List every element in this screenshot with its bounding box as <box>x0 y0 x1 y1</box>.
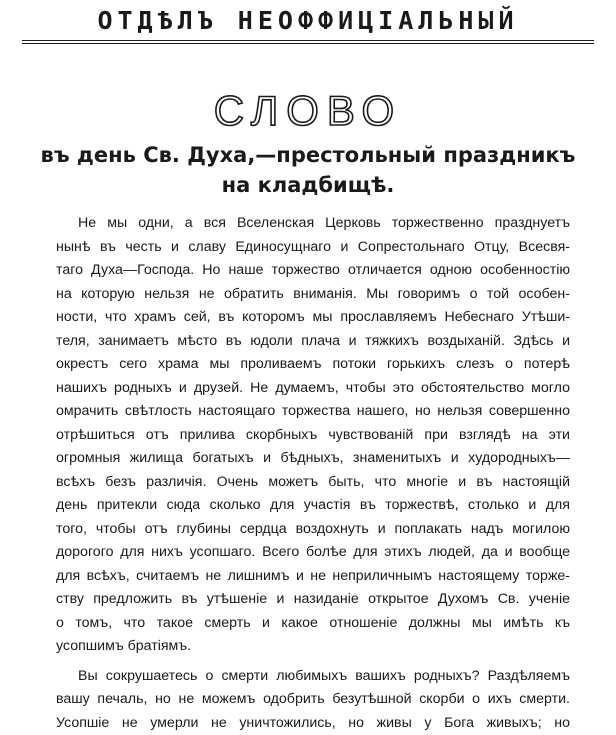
subtitle-line: въ день Св. Духа,—престольный праздникъ <box>30 140 586 170</box>
text-line: Усопшіе не умерли не уничтожились, но живы у Бога живыхъ; но <box>56 712 570 735</box>
text-line: ству предложить въ утѣшеніе и назиданіе открытое Духомъ Св. ученіе <box>56 588 570 612</box>
text-line: Вы сокрушаетесь о смерти любимыхъ вашихъ родныхъ? Раздѣляемъ <box>56 665 570 689</box>
text-line: омрачить свѣтлость настоящаго торжества нашего, но нельзя совершенно <box>56 400 570 424</box>
header-double-rule <box>22 40 594 44</box>
paragraph-1 <box>56 212 570 659</box>
subtitle-line: на кладбищѣ. <box>30 170 586 200</box>
article-body <box>56 212 570 735</box>
paragraph-2 <box>56 665 570 735</box>
text-line: того, чтобы отъ глубины сердца воздохнуть и поплакать надъ могилою <box>56 518 570 542</box>
article-title: СЛОВО <box>0 88 616 134</box>
text-line: ности, что храмъ сей, въ которомъ мы прославляемъ Небеснаго Утѣши- <box>56 306 570 330</box>
text-line: усопшимъ братіямъ. <box>56 635 570 659</box>
text-line: на которую нельзя не обратить вниманія. Мы говоримъ о той особен- <box>56 283 570 307</box>
section-header <box>22 6 594 44</box>
text-line: о томъ, что такое смерть и какое отношеніе должны мы имѣть къ <box>56 612 570 636</box>
text-line: отрѣшиться отъ прилива скорбныхъ чувствованій при взглядѣ на эти <box>56 424 570 448</box>
text-line: окрестъ сего храма мы проливаемъ потоки горькихъ слезъ о потерѣ <box>56 353 570 377</box>
text-line: день притекли сюда сколько для участія въ торжествѣ, столько и для <box>56 494 570 518</box>
article-subtitle <box>30 140 586 200</box>
text-line: дорогого для нихъ усопшаго. Всего болѣе для этихъ людей, да и вообще <box>56 541 570 565</box>
text-line: для всѣхъ, считаемъ не лишнимъ и не неприличнымъ настоящему торже- <box>56 565 570 589</box>
text-line: нашихъ родныхъ и друзей. Не думаемъ, чтобы это обстоятельство могло <box>56 377 570 401</box>
text-line: вашу печаль, но не можемъ одобрить безутѣшной скорби о ихъ смерти. <box>56 688 570 712</box>
text-line: огромныя жилища богатыхъ и бѣдныхъ, знаменитыхъ и худородныхъ— <box>56 447 570 471</box>
text-line: таго Духа—Господа. Но наше торжество отличается одною особенностію <box>56 259 570 283</box>
text-line: всѣхъ безъ различія. Очень можетъ быть, что многіе и въ настоящій <box>56 471 570 495</box>
section-title: ОТДѢЛЪ НЕОФФИЦІАЛЬНЫЙ <box>22 6 594 36</box>
text-line: теля, занимаетъ мѣсто въ юдоли плача и тяжкихъ воздыханій. Здѣсь и <box>56 330 570 354</box>
text-line: Не мы одни, а вся Вселенская Церковь торжественно празднуетъ <box>56 212 570 236</box>
text-line: нынѣ въ честь и славу Единосущнаго и Сопрестольнаго Отцу, Всесвя- <box>56 236 570 260</box>
